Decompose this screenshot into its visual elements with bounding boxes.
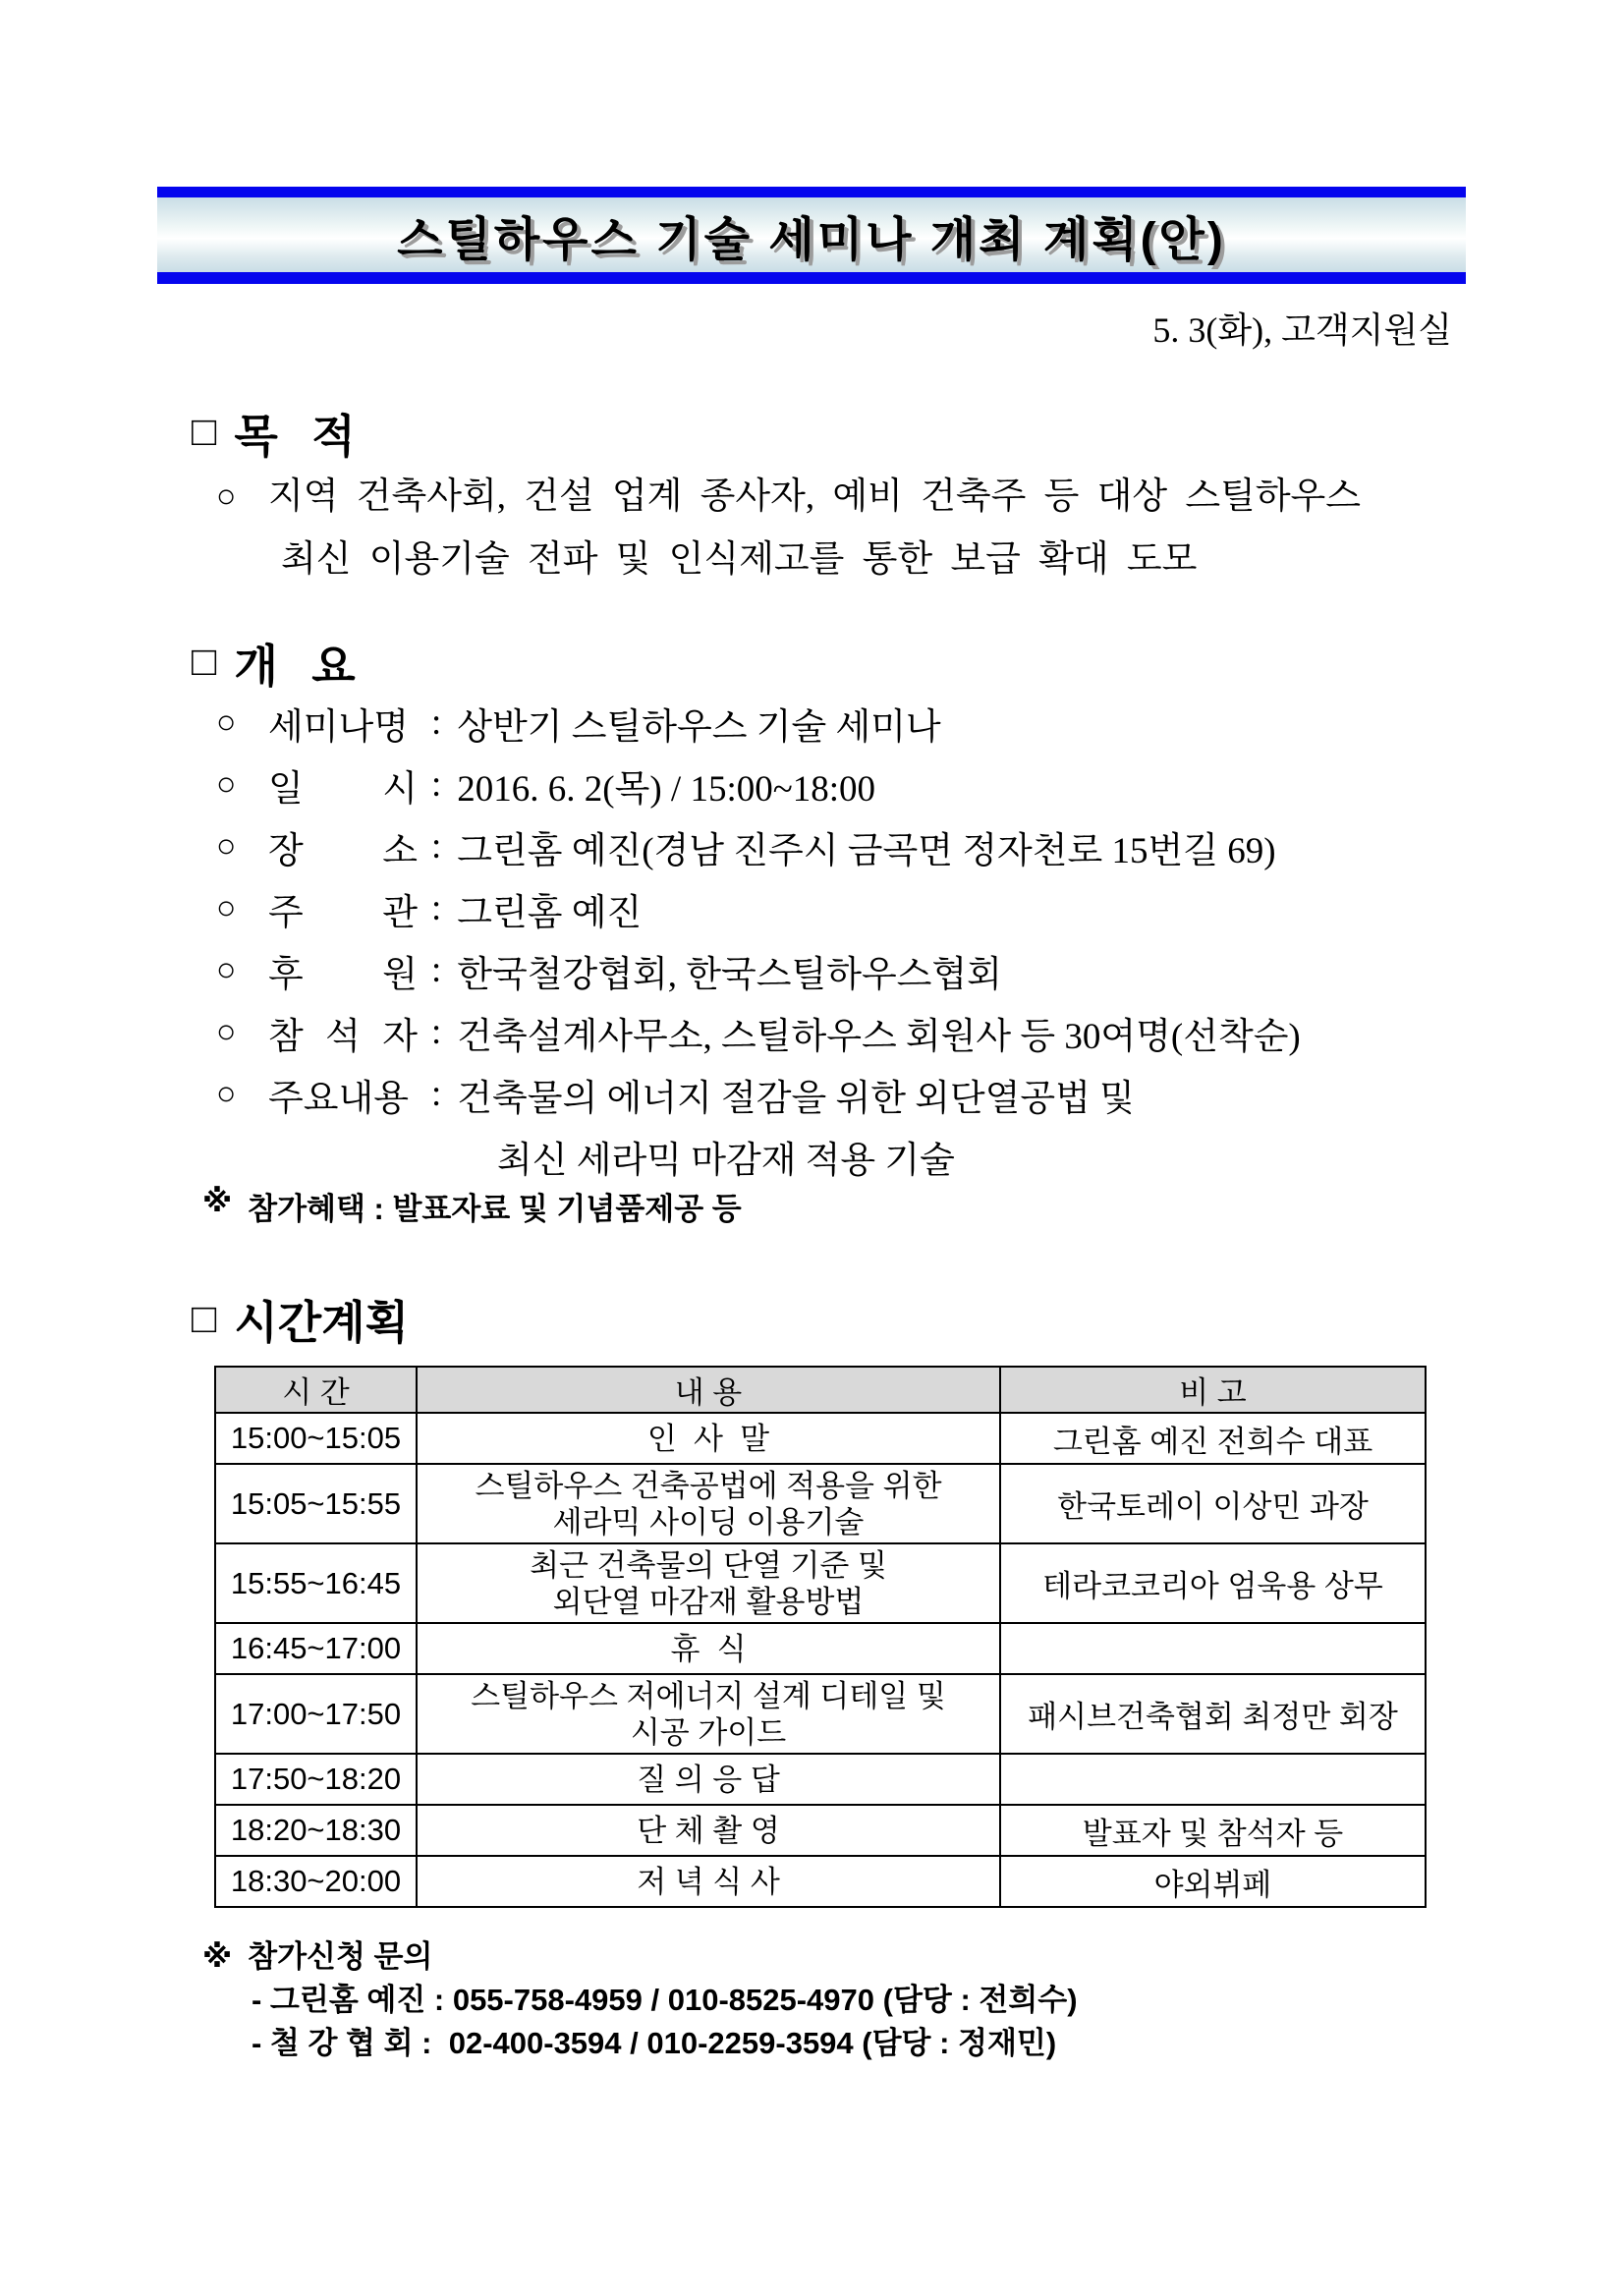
cell-content: 휴 식 [417,1623,1000,1674]
overview-heading [192,631,356,696]
overview-value: 그린홈 예진 [457,892,643,933]
circle-bullet-icon: ○ [216,478,237,515]
cell-note: 야외뷔페 [1000,1856,1426,1907]
cell-content: 저 녁 식 사 [417,1856,1000,1907]
overview-label: 세미나명 [268,706,409,748]
overview-heading-label: 개 요 [234,642,356,692]
overview-label: 후 원 [268,954,418,995]
cell-content: 스틸하우스 건축공법에 적용을 위한 세라믹 사이딩 이용기술 [417,1464,1000,1543]
table-row [215,1543,1426,1623]
purpose-line-1: 지역 건축사회, 건설 업계 종사자, 예비 건축주 등 대상 스틸하우스 [268,476,1362,517]
purpose-heading-label: 목 적 [234,412,356,462]
cell-time: 15:55~16:45 [215,1543,417,1623]
overview-label: 일 시 [268,768,418,810]
overview-item-sponsor [216,939,1301,1001]
overview-value: 한국철강협회, 한국스틸하우스협회 [457,954,1002,995]
overview-label: 참 석 자 [268,1016,418,1057]
overview-label: 주요내용 [268,1078,409,1119]
overview-value: 그린홈 예진(경남 진주시 금곡면 정자천로 15번길 69) [457,830,1276,871]
square-bullet-icon: □ [192,640,217,685]
contact-title-text: 참가신청 문의 [248,1939,433,1974]
colon-separator: : [431,888,442,928]
circle-bullet-icon: ○ [216,703,237,741]
contact-section [202,1935,1078,2065]
circle-bullet-icon: ○ [216,889,237,926]
schedule-heading [192,1287,409,1352]
cell-note: 테라코코리아 엄욱용 상무 [1000,1543,1426,1623]
colon-separator: : [431,950,442,990]
table-row [215,1623,1426,1674]
table-header-row [215,1367,1426,1413]
circle-bullet-icon: ○ [216,951,237,988]
overview-label: 주 관 [268,892,418,933]
colon-separator: : [431,1012,442,1052]
table-row [215,1754,1426,1805]
cell-note [1000,1623,1426,1674]
contact-title [202,1935,1078,1979]
banner-top-bar [157,187,1466,197]
column-header-time: 시 간 [215,1367,417,1413]
circle-bullet-icon: ○ [216,765,237,803]
cell-note [1000,1754,1426,1805]
cell-time: 17:50~18:20 [215,1754,417,1805]
cell-note: 그린홈 예진 전희수 대표 [1000,1413,1426,1464]
reference-mark-icon: ※ [202,1184,233,1218]
overview-item-datetime [216,754,1301,815]
purpose-body [216,466,1457,591]
overview-item-main-content [216,1063,1301,1125]
square-bullet-icon: □ [192,1295,217,1341]
table-row [215,1856,1426,1907]
colon-separator: : [431,826,442,867]
cell-note: 패시브건축협회 최정만 회장 [1000,1674,1426,1754]
banner-bottom-bar [157,272,1466,284]
overview-value: 상반기 스틸하우스 기술 세미나 [457,706,941,748]
overview-item-seminar-name [216,692,1301,754]
cell-time: 18:30~20:00 [215,1856,417,1907]
purpose-heading [192,401,356,466]
overview-item-attendees [216,1001,1301,1063]
cell-note: 한국토레이 이상민 과장 [1000,1464,1426,1543]
cell-time: 18:20~18:30 [215,1805,417,1856]
colon-separator: : [431,1074,442,1114]
overview-label: 장 소 [268,830,418,871]
column-header-note: 비 고 [1000,1367,1426,1413]
contact-line-greenhome: - 그린홈 예진 : 055-758-4959 / 010-8525-4970 (담당 : 전희수) [252,1983,1078,2017]
overview-item-place [216,815,1301,877]
cell-time: 17:00~17:50 [215,1674,417,1754]
cell-time: 15:05~15:55 [215,1464,417,1543]
colon-separator: : [431,764,442,805]
reference-mark-icon: ※ [202,1939,233,1974]
schedule-heading-label: 시간계획 [234,1297,410,1348]
circle-bullet-icon: ○ [216,1075,237,1112]
purpose-line-2: 최신 이용기술 전파 및 인식제고를 통한 보급 확대 도모 [281,539,1198,580]
overview-value: 건축물의 에너지 절감을 위한 외단열공법 및 [457,1078,1135,1119]
cell-content: 인 사 말 [417,1413,1000,1464]
table-row [215,1805,1426,1856]
title-banner [157,187,1466,284]
cell-time: 15:00~15:05 [215,1413,417,1464]
table-row [215,1413,1426,1464]
cell-time: 16:45~17:00 [215,1623,417,1674]
benefit-note [202,1184,742,1228]
overview-main-content-line-2: 최신 세라믹 마감재 적용 기술 [497,1140,955,1181]
circle-bullet-icon: ○ [216,1013,237,1050]
banner-body [157,197,1466,272]
overview-list [216,692,1301,1187]
circle-bullet-icon: ○ [216,827,237,865]
date-department-line: 5. 3(화), 고객지원실 [1152,310,1452,350]
benefit-note-text: 참가혜택 : 발표자료 및 기념품제공 등 [248,1192,742,1226]
overview-value: 2016. 6. 2(목) / 15:00~18:00 [457,768,876,810]
square-bullet-icon: □ [192,410,217,455]
cell-content: 스틸하우스 저에너지 설계 디테일 및 시공 가이드 [417,1674,1000,1754]
overview-item-host [216,877,1301,939]
table-row [215,1674,1426,1754]
purpose-item [216,466,1457,529]
overview-value: 건축설계사무소, 스틸하우스 회원사 등 30여명(선착순) [457,1016,1301,1057]
contact-line-steel-association: - 철 강 협 회 : 02-400-3594 / 010-2259-3594 (담당 : 정재민) [252,2026,1057,2060]
schedule-table [214,1366,1427,1908]
document-title: 스틸하우스 기술 세미나 개최 계획(안) [397,213,1226,266]
cell-note: 발표자 및 참석자 등 [1000,1805,1426,1856]
cell-content: 단 체 촬 영 [417,1805,1000,1856]
cell-content: 질 의 응 답 [417,1754,1000,1805]
column-header-content: 내 용 [417,1367,1000,1413]
cell-content: 최근 건축물의 단열 기준 및 외단열 마감재 활용방법 [417,1543,1000,1623]
table-row [215,1464,1426,1543]
colon-separator: : [431,702,442,743]
